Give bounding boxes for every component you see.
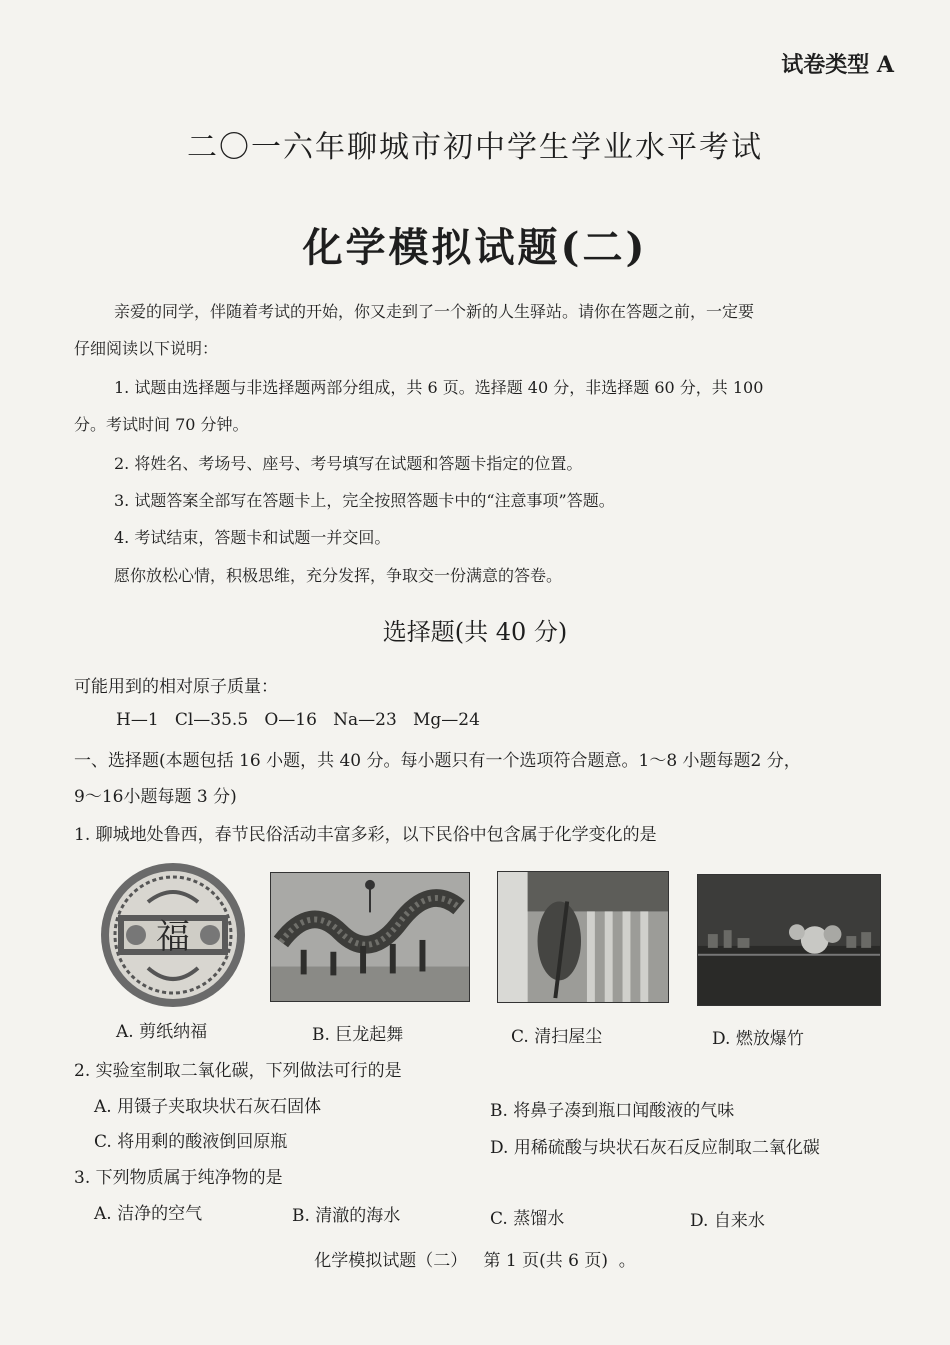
- page-footer: 化学模拟试题（二） 第 1 页(共 6 页) 。: [314, 1251, 636, 1271]
- intro-rule-2: 2. 将姓名、考场号、座号、考号填写在试题和答题卡指定的位置。: [114, 454, 583, 473]
- intro-greeting-1: 亲爱的同学，伴随着考试的开始，你又走到了一个新的人生驿站。请你在答题之前，一定要: [114, 302, 755, 321]
- q2-option-a: A. 用镊子夹取块状石灰石固体: [94, 1097, 322, 1117]
- q3-option-b: B. 清澈的海水: [292, 1206, 401, 1226]
- atomic-mass-label: 可能用到的相对原子质量：: [74, 677, 278, 697]
- section-title: 选择题(共 40 分): [382, 618, 568, 646]
- q1-option-c: C. 清扫屋尘: [511, 1027, 603, 1047]
- intro-closing: 愿你放松心情，积极思维，充分发挥，争取交一份满意的答卷。: [114, 566, 563, 585]
- q1-option-a: A. 剪纸纳福: [116, 1022, 208, 1042]
- part-one-instructions-2: 9～16小题每题 3 分): [74, 787, 237, 807]
- q1-option-b: B. 巨龙起舞: [312, 1025, 404, 1045]
- q1-option-d: D. 燃放爆竹: [712, 1029, 804, 1049]
- q2-stem: 2. 实验室制取二氧化碳，下列做法可行的是: [74, 1061, 402, 1081]
- q1-stem: 1. 聊城地处鲁西，春节民俗活动丰富多彩，以下民俗中包含属于化学变化的是: [74, 825, 657, 845]
- q3-option-c: C. 蒸馏水: [490, 1209, 565, 1229]
- intro-rule-4: 4. 考试结束，答题卡和试题一并交回。: [114, 528, 391, 547]
- q2-option-d: D. 用稀硫酸与块状石灰石反应制取二氧化碳: [490, 1138, 820, 1158]
- q3-option-d: D. 自来水: [690, 1211, 765, 1231]
- intro-rule-1b: 分。考试时间 70 分钟。: [74, 415, 249, 434]
- intro-rule-1a: 1. 试题由选择题与非选择题两部分组成，共 6 页。选择题 40 分，非选择题 60 分，共 100: [114, 378, 764, 397]
- part-one-instructions-1: 一、选择题(本题包括 16 小题，共 40 分。每小题只有一个选项符合题意。1～8 小题每题2 分，: [74, 751, 801, 771]
- exam-title: 二〇一六年聊城市初中学生学业水平考试: [187, 130, 763, 165]
- q3-option-a: A. 洁净的空气: [94, 1204, 203, 1224]
- fireworks-photo: [697, 874, 881, 1006]
- q2-option-c: C. 将用剩的酸液倒回原瓶: [94, 1132, 288, 1152]
- atomic-mass-values: H—1 Cl—35.5 O—16 Na—23 Mg—24: [116, 710, 480, 730]
- paper-type-label: 试卷类型 A: [781, 52, 894, 78]
- intro-rule-3: 3. 试题答案全部写在答题卡上，完全按照答题卡中的“注意事项”答题。: [114, 491, 615, 510]
- q2-option-b: B. 将鼻子凑到瓶口闻酸液的气味: [490, 1101, 735, 1121]
- fu-character: 福: [156, 917, 190, 957]
- q3-stem: 3. 下列物质属于纯净物的是: [74, 1168, 283, 1188]
- intro-greeting-2: 仔细阅读以下说明：: [74, 339, 219, 358]
- dragon-dance-photo: [270, 872, 470, 1002]
- main-title: 化学模拟试题(二): [302, 224, 648, 271]
- paper-cut-fu-icon: [98, 860, 248, 1010]
- cleaning-house-photo: [497, 871, 669, 1003]
